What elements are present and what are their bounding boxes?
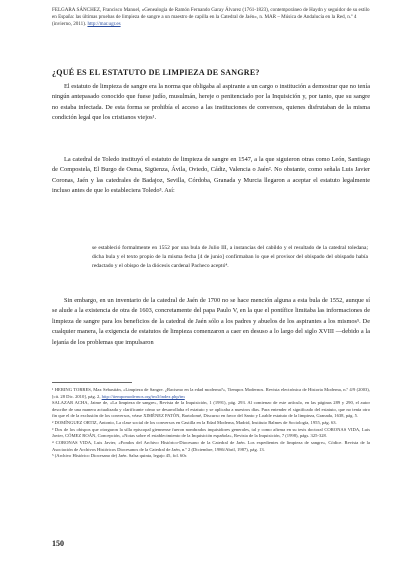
paragraph-1 [52,82,370,124]
footnote-5: ⁵ (Archivo Histórico Diocesano de) Jaén. Salsa quinta, legajo 45, fol. 60r. [52,453,188,459]
footnote-2: ² DOMÍNGUEZ ORTIZ, Antonio, La clase social de los conversos en Castilla en la Edad Moderna, Madrid, Instituto Balmes de Sociología, 1955, pág. 63. [52,420,337,426]
header-citation: FELGARA SÁNCHEZ, Francisco Manuel, «Genealogía de Ramón Fernando Garay Álvarez (1761-1823), contemporáneo de Haydn y seguidor de su estilo en España: las últimas pruebas de limpieza de sangre a un maestro de capilla en la Catedral de Jaén», n. MAR – Música de Andalucía en la Red, n.º 4 (invierno, 2011). [52,7,370,28]
footnote-1b: SALAZAR ACHA, Jaime de, «La limpieza de sangre», Revista de la Inquisición, 1 (1991), pág. 293. Al comienzo de este artículo, en las páginas 289 y 290, el autor describe de una manera actualizada y clarificante cómo se desarrollaba el estatuto y se aplicaba a nuestros días. Para entender el significado del estatuto, que no tenía otro fin que el de la exclusión de los conversos, véase XIMÉNEZ PATÓN, Bartolomé, Discurso en favor del Santo y Loable estatuto de la limpieza, Granada, 1638, pág. 5. [52,400,370,419]
paragraph-3-text: Sin embargo, en un inventario de la catedral de Jaén de 1700 no se hace mención alguna a esta bula de 1552, aunque sí se alude a la existencia de otra de 1603, concretamente del papa Paulo V, en la que el pontífice limitaba las informaciones de limpieza de sangre para los beneficios de la catedral de Jaén sólo a los padres y abuelos de los aspirantes a los mismos⁵. De cualquier manera, la exigencia de estatutos de limpieza comenzaron a caer en desuso a lo largo del siglo XVIII —debido a la lejanía de los problemas que impulsaron [52,297,370,346]
footnote-4: ⁴ CORONAS VIDA, Luis Javier, «Fondos del Archivo Histórico-Diocesano de la Catedral de Jaén. Los expedientes de limpieza de sangre», Códice. Revista de la Asociación de Archivos Históricos Diocesanos de la Catedral de Jaén, n.º 2 (Diciembre, 1986/Abril, 1987), pág. 13. [52,440,370,452]
footnotes [52,382,370,460]
footnote-1-link[interactable]: http://tiempomodernos.org/tm3/index.php/tm [101,393,185,399]
running-header [52,7,370,29]
footnote-divider [52,382,132,383]
paragraph-2 [52,155,370,197]
footnote-1 [52,387,370,400]
page-number: 150 [52,539,64,548]
section-title: ¿QUÉ ES EL ESTATUTO DE LIMPIEZA DE SANGRE? [52,68,260,77]
header-link[interactable]: http://mar.ugr.es [87,21,121,28]
footnote-1-text: ¹ HERING TORRES, Max Sebastián, «Limpieza de Sangre. ¿Racismo en la edad moderna?», Tiempos Modernos. Revista electrónica de Historia Moderna, n.º 4/9 (2003), [cit. 28 Dic. 2010], pág. 2, [52,387,370,399]
block-quote: se estableció formalmente en 1552 por una bula de Julio III, a instancias del cabildo y el resultado de la catedral toledana; dicha bula y el texto propio de la misma fecha [4 de junio] confirmaban lo que el provisor del obispado del obispado había redactado y el obispo de la diócesis cardenal Pacheco aceptó⁴. [92,245,368,269]
paragraph-3 [52,296,370,348]
paragraph-2-text: La catedral de Toledo instituyó el estatuto de limpieza de sangre en 1547, a la que siguieron otras como León, Santiago de Compostela, El Burgo de Osma, Sigüenza, Ávila, Oviedo, Cádiz, Valencia o Jaén². No obstante, como señala Luis Javier Coronas, Jaén y las catedrales de Badajoz, Sevilla, Córdoba, Granada y Murcia llegaron a aceptar el estatuto legalmente incluso antes de que lo estableciera Toledo³. Así: [52,156,370,195]
footnote-3: ³ Dos de los obispos que otorgaron la silla episcopal giennense fueron nombrados inquisidores generales, tal y como afirma en su tesis doctoral CORONAS VIDA, Luis Javier, CÓMEZ ROÁN, Concepción, «Notas sobre el establecimiento de la Inquisición española», Revista de la Inquisición, 7 (1998), págs. 325-328. [52,426,370,439]
paragraph-1-text: El estatuto de limpieza de sangre era la norma que obligaba al aspirante a un cargo o institución a demostrar que no tenía ningún antepasado conocido que fuese judío, musulmán, hereje o penitenciado por la Inquisición y, por tanto, que su sangre no estaba infectada. De esta forma se prohibía el acceso a las instituciones de conversos, quienes disfrutaban de la misma condición legal que los cristianos viejos¹. [52,83,370,122]
